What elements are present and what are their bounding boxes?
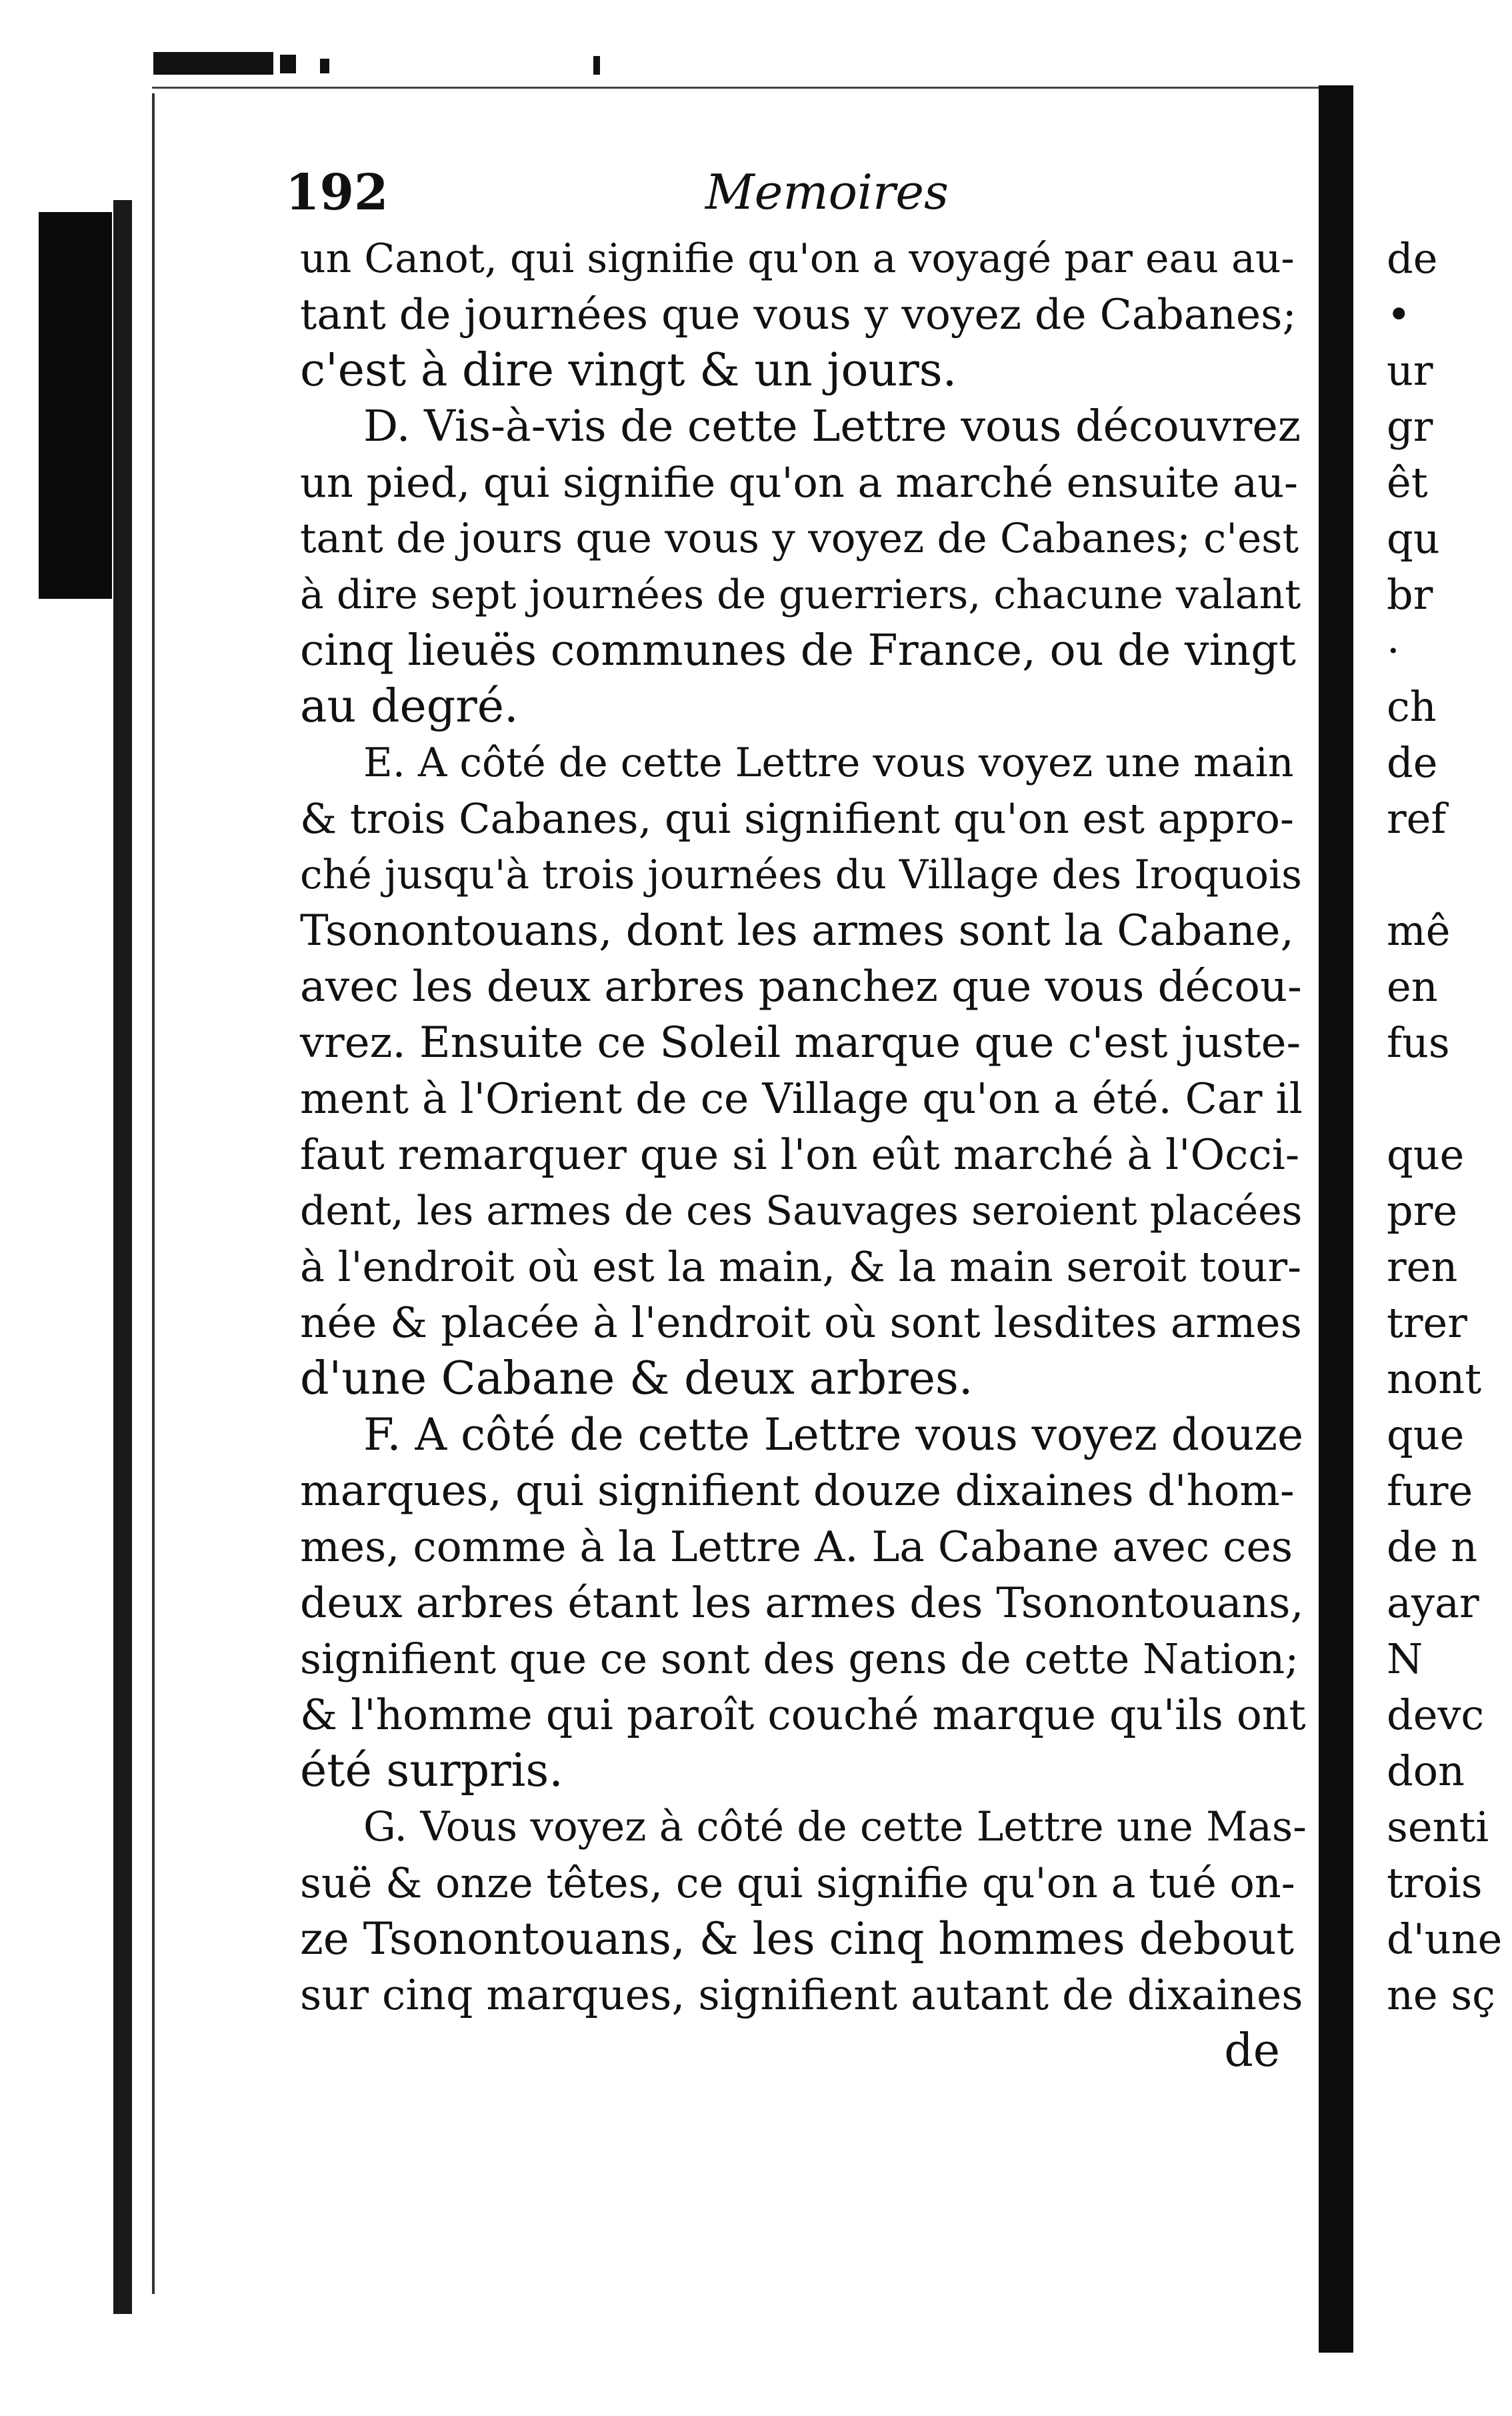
text-line: ché jusqu'à trois journées du Village des Iroquois <box>300 852 1302 898</box>
next-page-line: mê <box>1387 906 1451 955</box>
next-page-line: qu <box>1387 514 1440 563</box>
text-line: signifient que ce sont des gens de cette Nation; <box>300 1634 1299 1683</box>
next-page-line: br <box>1387 570 1433 619</box>
page-border-top <box>152 87 1332 89</box>
scan-artifact-top <box>280 55 296 73</box>
text-line: à l'endroit où est la main, & la main seroit tour- <box>300 1242 1302 1291</box>
next-page-line: ayar <box>1387 1578 1479 1627</box>
text-line: ment à l'Orient de ce Village qu'on a été. Car il <box>300 1074 1303 1123</box>
running-head: Memoires <box>705 164 949 220</box>
next-page-line: de <box>1387 234 1438 283</box>
page-border-left <box>152 93 155 2294</box>
text-line: un Canot, qui signifie qu'on a voyagé par eau au- <box>300 235 1295 282</box>
next-page-line: que <box>1387 1130 1465 1179</box>
text-line: à dire sept journées de guerriers, chacune valant <box>300 571 1301 618</box>
page-edge-left <box>113 200 132 2314</box>
page-header <box>285 164 1319 224</box>
text-line: cinq lieuës communes de France, ou de vingt <box>300 626 1296 676</box>
text-line: marques, qui signifient douze dixaines d'hom- <box>300 1466 1295 1516</box>
text-line: suë & onze têtes, ce qui signifie qu'on a tué on- <box>300 1859 1295 1907</box>
next-page-line: ref <box>1387 794 1447 843</box>
next-page-line: pre <box>1387 1186 1458 1235</box>
text-line: & trois Cabanes, qui signifient qu'on est appro- <box>300 794 1294 843</box>
scan-artifact-top <box>593 56 600 75</box>
body-text <box>300 231 1307 2079</box>
text-line: Tsonontouans, dont les armes sont la Cabane, <box>300 906 1294 956</box>
text-line: tant de jours que vous y voyez de Cabanes; c'est <box>300 515 1299 562</box>
text-line: de <box>1224 2025 1280 2077</box>
next-page-line: trer <box>1387 1298 1467 1347</box>
next-page-line: que <box>1387 1410 1465 1459</box>
next-page-line: • <box>1387 290 1411 339</box>
text-line: F. A côté de cette Lettre vous voyez douze <box>363 1409 1304 1460</box>
text-line: au degré. <box>300 680 519 733</box>
text-line: été surpris. <box>300 1744 563 1797</box>
scan-artifact-top <box>153 52 273 75</box>
scan-shadow-left <box>39 212 112 599</box>
next-page-line: fus <box>1387 1018 1450 1067</box>
book-gutter <box>1319 85 1353 2353</box>
next-page-fragment <box>1387 231 1510 2023</box>
text-line: deux arbres étant les armes des Tsonontouans, <box>300 1578 1304 1627</box>
text-line: c'est à dire vingt & un jours. <box>300 344 957 397</box>
next-page-line <box>1387 1071 1510 1127</box>
text-line: & l'homme qui paroît couché marque qu'ils ont <box>300 1690 1306 1739</box>
next-page-line: don <box>1387 1746 1465 1795</box>
next-page-line: ren <box>1387 1242 1458 1291</box>
text-line: vrez. Ensuite ce Soleil marque que c'est juste- <box>300 1018 1301 1068</box>
text-line: faut remarquer que si l'on eût marché à l'Occi- <box>300 1130 1300 1179</box>
next-page-line: fure <box>1387 1466 1473 1515</box>
text-line: sur cinq marques, signifient autant de dixaines <box>300 1971 1303 2019</box>
text-line: née & placée à l'endroit où sont lesdites armes <box>300 1298 1302 1347</box>
text-line: D. Vis-à-vis de cette Lettre vous découvrez <box>363 401 1301 451</box>
scan-artifact-top <box>320 59 329 73</box>
text-line: avec les deux arbres panchez que vous décou- <box>300 962 1302 1012</box>
text-line: d'une Cabane & deux arbres. <box>300 1352 973 1405</box>
next-page-line: trois <box>1387 1859 1483 1907</box>
next-page-line: ne sç <box>1387 1971 1495 2019</box>
next-page-line: d'une <box>1387 1915 1503 1963</box>
text-line: G. Vous voyez à côté de cette Lettre une Mas- <box>363 1803 1307 1851</box>
next-page-line: en <box>1387 962 1438 1011</box>
next-page-line: devc <box>1387 1690 1485 1739</box>
next-page-line <box>1387 847 1510 903</box>
page-number: 192 <box>285 164 389 221</box>
text-line: dent, les armes de ces Sauvages seroient placées <box>300 1188 1303 1234</box>
next-page-line: gr <box>1387 402 1433 451</box>
next-page-line: êt <box>1387 458 1428 507</box>
text-line: ze Tsonontouans, & les cinq hommes debout <box>300 1913 1295 1965</box>
next-page-line: nont <box>1387 1354 1482 1403</box>
text-line: E. A côté de cette Lettre vous voyez une main <box>363 740 1294 786</box>
next-page-line: · <box>1387 626 1400 675</box>
next-page-line: senti <box>1387 1802 1489 1851</box>
next-page-line: ur <box>1387 346 1433 395</box>
next-page-line: N <box>1387 1634 1423 1683</box>
text-line: tant de journées que vous y voyez de Cabanes; <box>300 290 1297 339</box>
next-page-line: de <box>1387 738 1438 787</box>
text-line: mes, comme à la Lettre A. La Cabane avec ces <box>300 1522 1293 1571</box>
next-page-line: de n <box>1387 1522 1478 1571</box>
text-line: un pied, qui signifie qu'on a marché ensuite au- <box>300 458 1298 507</box>
next-page-line: ch <box>1387 682 1437 731</box>
